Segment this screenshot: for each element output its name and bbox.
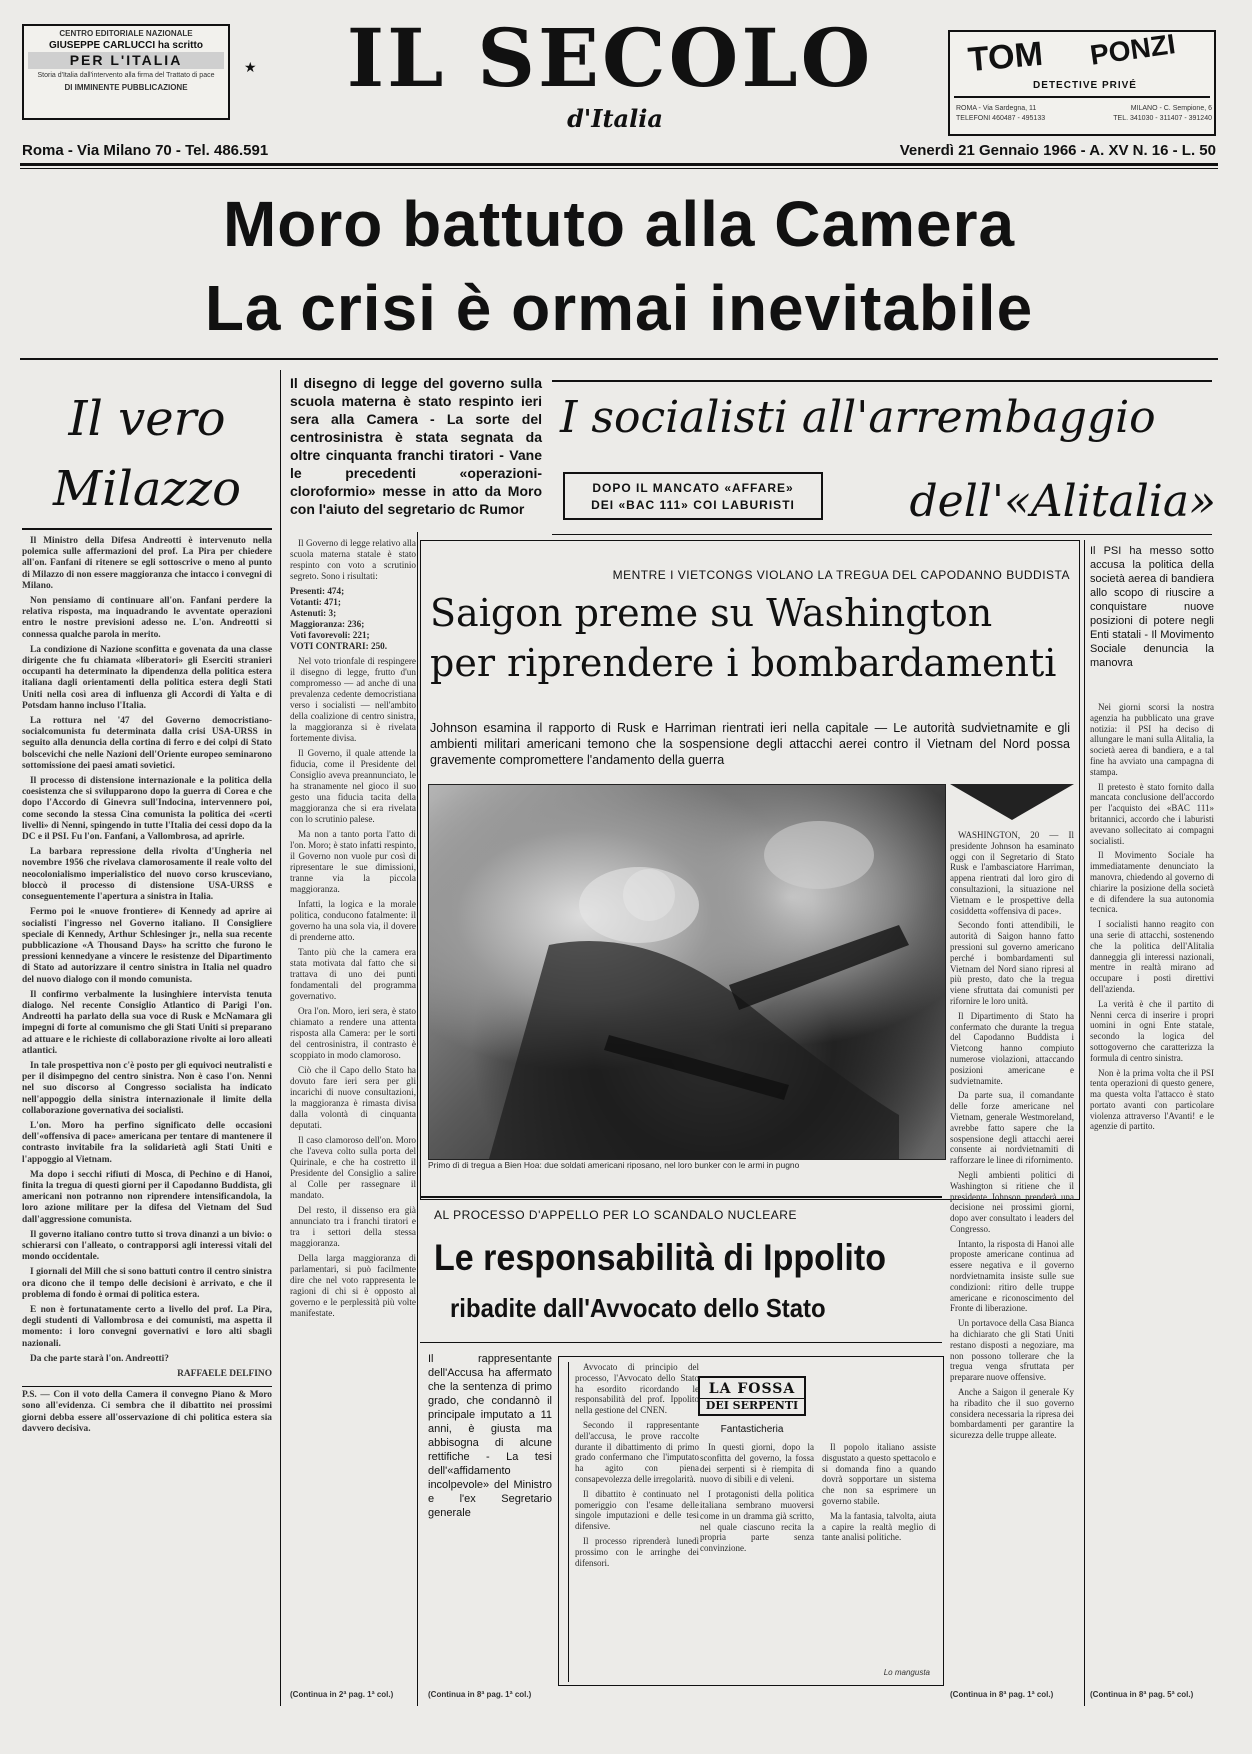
fossa-title-line1: LA FOSSA [708, 1381, 796, 1397]
government-defeat-paragraph: Della larga maggioranza di parlamentari, si può facilmente dire che nel voto rappresenta le ragioni di chi si è opposto al governo e le perplessità più volte manifestate. [290, 1253, 416, 1318]
editorial-paragraph: Ma dopo i secchi rifiuti di Mosca, di Pechino e di Hanoi, finita la tregua di questi giorni per il Capodanno Buddista, gli americani non potranno non riprendere intensificandola, la loro azione militare per la difesa del Vietnam del Sud dall'aggressione comunista. [22, 1169, 272, 1225]
fossa-title-box [698, 1376, 806, 1416]
editorial-footnote: P.S. — Con il voto della Camera il convegno Piano & Moro sono all'evidenza. Ci sembra che il dibattito nei prossimi giorni debba essere all'osservazione di chi politica estera sia davvero decisiva. [22, 1386, 272, 1435]
editorial-paragraph: Il confirmo verbalmente la lusinghiere intervista tenuta dialogo. Nel recente Consiglio Atlantico di Parigi l'on. Andreotti ha parlato della sua voce di Rusk e McNamara gli impegni di forte al comunismo che gli Stati Uniti si preparano ad attuare e le richieste di collaborazione rivolte ai loro alleati atlantici. [22, 989, 272, 1056]
government-defeat-paragraph: Del resto, il dissenso era già annunciato tra i franchi tiratori e tra i settori della stessa maggioranza. [290, 1205, 416, 1248]
ippolito-paragraph: Il dibattito è continuato nel pomeriggio con l'esame delle singole imputazioni e delle tesi difensive. [575, 1488, 699, 1532]
editorial-paragraph: E non è fortunatamente certo a livello del prof. La Pira, degli studenti di Vallombrosa e dei comunisti, ma aspetta il momento: i loro convegni governativi e loro alti sbagli nazionali. [22, 1305, 272, 1349]
saigon-title-line2: per riprendere i bombardamenti [430, 641, 1057, 685]
photo-caption: Primo dì di tregua a Bien Hoa: due soldati americani riposano, nel loro bunker con le armi in pugno [428, 1160, 800, 1170]
fossa-kicker: Fantasticheria [720, 1424, 784, 1435]
alitalia-kicker-box [563, 472, 823, 520]
detective-ad-tagline: DETECTIVE PRIVÉ [1033, 80, 1137, 91]
fossa-paragraph: In questi giorni, dopo la sconfitta del governo, la fossa dei serpenti si è riempita di nuovo di sibili e di veleni. [700, 1442, 814, 1485]
newspaper-subtitle: d'Italia [567, 104, 663, 133]
main-headline-line2: La crisi è ormai inevitabile [204, 272, 1034, 344]
vote-result: Astenuti: 3; [290, 608, 337, 618]
government-defeat-lead: Il disegno di legge del governo sulla scuola materna è stato respinto ieri sera alla Camera - La sorte del centrosinistra è stata segnata da oltre cinquanta franchi tiratori - Vane le precedenti «operazioni-cloroformio» messe in atto da Moro con l'aiuto del segretario dc Rumor [290, 375, 542, 517]
saigon-paragraph: Secondo fonti attendibili, le autorità di Saigon hanno fatto pressioni sul governo americano perché i bombardamenti sul Vietnam del Nord siano ripresi al più presto, dato che la tregua viene sfruttata dai comunisti per rifornire le loro unità. [950, 920, 1074, 1006]
vote-intro: Il Governo di legge relativo alla scuola materna statale è stato respinto con voto a scrutinio segreto. Sono i risultati: [290, 538, 416, 581]
editorial-paragraph: La barbara repressione della rivolta d'Ungheria nel novembre 1956 che rivelava clamorosamente il reale volto del neocolonialismo imperialistico del nuovo corso krusceviano, bloccò il processo di distensione USA-URSS e conseguentemente l'apertura a sinistra in Italia. [22, 847, 272, 903]
editorial-paragraph: In tale prospettiva non c'è posto per gli equivoci neutralisti e per il disimpegno del centro sinistra. Non è caso l'on. Nenni nel suo discorso al Congresso socialista ha indicato nell'appoggio della sinistra internazionale il limite della collaborazione governativa dei socialisti. [22, 1060, 272, 1116]
ippolito-paragraph: Il processo riprenderà lunedì prossimo con le arringhe dei difensori. [575, 1535, 699, 1568]
saigon-paragraph: Da parte sua, il comandante delle forze americane nel Vietnam, generale Westmoreland, avrebbe fatto sapere che la sospensione degli attacchi aerei consente ai nordvietnamiti di rafforzare le linee di rifornimento. [950, 1090, 1074, 1166]
saigon-title-line1: Saigon preme su Washington [430, 591, 993, 635]
alitalia-title-line1: I socialisti all'arrembaggio [560, 392, 1156, 443]
editorial-body [22, 536, 272, 1706]
government-defeat-body [290, 538, 416, 1678]
alitalia-paragraph: Nei giorni scorsi la nostra agenzia ha pubblicato una grave notizia: il PSI ha deciso di allungare le mani sulla Alitalia, la società aerea di bandiera, e a tal fine ha avviato una campagna di stampa. [1090, 702, 1214, 777]
government-defeat-continued: (Continua in 2ª pag. 1ª col.) [290, 1690, 394, 1699]
vote-result: Votanti: 471; [290, 597, 341, 607]
government-defeat-paragraph: Ora l'on. Moro, ieri sera, è stato chiamato a rendere una attenta risposta alla Camera: per le sorti del centrosinistra, il contrasto è scoppiato in modo clamoroso. [290, 1006, 416, 1060]
masthead-rule-bottom [20, 168, 1218, 169]
government-defeat-paragraph: Infatti, la logica e la morale politica, conducono fatalmente: il governo ha una sola via, il dovere di prenderne atto. [290, 899, 416, 942]
alitalia-paragraph: Non è la prima volta che il PSI tenta operazioni di questo genere, ma questa volta l'attacco è stato portato avanti con particolare violenza attraverso l'Avanti! e le agenzie di partito. [1090, 1067, 1214, 1132]
editorial-title-line2: Milazzo [53, 461, 241, 517]
alitalia-body [1090, 702, 1214, 1692]
government-defeat-paragraph: Ciò che il Capo dello Stato ha dovuto fare ieri sera per gli incarichi di nuove consultazioni, la maggioranza è rimasta divisa dalla volontà di cinquanta deputati. [290, 1065, 416, 1130]
alitalia-paragraph: Il Movimento Sociale ha immediatamente denunciato la manovra, chiedendo al governo di chiarire la posizione della società e di difendere la sua autonomia tecnica. [1090, 850, 1214, 915]
alitalia-kicker-line2: DEI «BAC 111» COI LABURISTI [591, 498, 795, 512]
editorial-paragraph: La condizione di Nazione sconfitta e govenata da una classe dirigente che fu chiamata «liberatori» gli Eserciti stranieri occupanti ha determinato la dipendenza della politica estera italiana dagli orientamenti della politica estera degli Stati Uniti nella così area di influenza gli Accordi di Yalta e di Potsdam hanno incluso l'Italia. [22, 644, 272, 711]
detective-ad-box [948, 30, 1216, 136]
detective-ad-milan-address: MILANO - C. Sempione, 6 TEL. 341030 - 311407 - 391240 [1113, 105, 1212, 122]
editorial-title-line1: Il vero [68, 391, 226, 447]
editorial-paragraph: L'on. Moro ha perfino significato delle occasioni dell'«offensiva di pace» americana per tentare di mantenere il contrasto invitabile fra la solidarietà agli Stati Uniti e l'appoggio al Vietnam. [22, 1120, 272, 1165]
editorial-paragraph: Non pensiamo di continuare all'on. Fanfani perdere la relativa risposta, ma inquadrando le avventate operazioni entro le nostre previsioni adesso ne. L'on. Andreotti si connessa qualche parola in merito. [22, 596, 272, 640]
alitalia-kicker-line1: DOPO IL MANCATO «AFFARE» [592, 481, 794, 495]
book-ad-note: DI IMMINENTE PUBBLICAZIONE [64, 83, 188, 92]
editorial-paragraph: Fermo poi le «nuove frontiere» di Kennedy ad aprire ai socialisti l'ingresso nel Governo italiano. Il Consigliere speciale di Kennedy, Arthur Schlesinger jr., nella sua recente pubblicazione «A Thousand Days» ha scritto che furono le pressioni kennedyane a vincere le resistenze del Dipartimento di Stato ad autorizzare il centro sinistra in Italia nel quadro del nuovo dialogo con il mondo comunista. [22, 907, 272, 985]
government-defeat-paragraph: Tanto più che la camera era stata motivata dal fatto che si trattava di uno dei punti fondamentali del programma governativo. [290, 947, 416, 1001]
saigon-paragraph: WASHINGTON, 20 — Il presidente Johnson ha esaminato oggi con il Segretario di Stato Rusk e l'ambasciatore Harriman, appena rientrati dal loro giro di consultazioni, la situazione nel Vietnam e le prospettive della cosiddetta «offensiva di pace». [950, 830, 1074, 916]
ippolito-title-line2: ribadite dall'Avvocato dello Stato [450, 1293, 826, 1323]
alitalia-paragraph: I socialisti hanno reagito con una serie di attacchi, sostenendo che la politica dell'Alitalia danneggia gli interessi nazionali, mentre in realtà mirano ad occupare i posti direttivi dell'azienda. [1090, 919, 1214, 994]
book-ad-publisher: CENTRO EDITORIALE NAZIONALE [59, 29, 193, 38]
saigon-paragraph: Anche a Saigon il generale Ky ha ribadito che il suo governo considera necessaria la ripresa dei bombardamenti per garantire la sicurezza delle truppe alleate. [950, 1387, 1074, 1441]
fossa-title-line2: DEI SERPENTI [700, 1398, 804, 1413]
saigon-continued: (Continua in 8ª pag. 1ª col.) [950, 1690, 1054, 1699]
editorial-paragraph: Il governo italiano contro tutto si trova dinanzi a un bivio: o schierarsi con l'alleato, o contrapporsi agli interessi vitali del mondo occidentale. [22, 1229, 272, 1263]
star-icon: ★ [244, 60, 257, 76]
ippolito-title-line1: Le responsabilità di Ippolito [434, 1237, 887, 1278]
editorial-paragraph: La rottura nel '47 del Governo democristiano-socialcomunista fu determinata dalla crisi USA-URSS in seguito alla denuncia della cortina di ferro e dei colpi di Stato bolscevichi che nelle Nazioni dell'Oriente europeo seminarono sottomissione dei paesi amati sovietici. [22, 716, 272, 771]
ippolito-paragraph: Avvocato di principio del processo, l'Avvocato dello Stato ha esordito ricordando le responsabilità del prof. Ippolito nella gestione del CNEN. [575, 1362, 699, 1416]
vote-result: VOTI CONTRARI: 250. [290, 641, 388, 651]
ippolito-lead: Il rappresentante dell'Accusa ha affermato che la sentenza di primo grado, che condannò il principale imputato a 11 anni, è giusta ma abbisogna di alcune rettifiche - La tesi dell'«affidamento incolpevole» del Ministro e l'ex Segretario generale [428, 1353, 552, 1519]
saigon-paragraph: Negli ambienti politici di Washington si ritiene che il presidente Johnson prenderà una decisione nei prossimi giorni, dopo aver consultato i leaders del Congresso. [950, 1169, 1074, 1234]
book-ad-description: Storia d'Italia dall'intervento alla firma del Trattato di pace [37, 72, 215, 79]
ippolito-continued: (Continua in 8ª pag. 1ª col.) [428, 1690, 532, 1699]
editorial-paragraph: Da che parte starà l'on. Andreotti? [30, 1353, 169, 1364]
headline-rule [20, 358, 1218, 360]
saigon-paragraph: Il Dipartimento di Stato ha confermato che durante la tregua del Capodanno Buddista i Vietcong hanno compiuto numerose violazioni, attaccando posizioni americane e sudvietnamite. [950, 1010, 1074, 1086]
book-ad-author: GIUSEPPE CARLUCCI ha scritto [49, 40, 203, 51]
saigon-kicker: MENTRE I VIETCONGS VIOLANO LA TREGUA DEL CAPODANNO BUDDISTA [612, 568, 1070, 582]
fossa-signature: Lo mangusta [883, 1668, 930, 1677]
government-defeat-paragraph: Il caso clamoroso dell'on. Moro che l'aveva colto sulla porta del Quirinale, e che ha costretto il Presidente del Consiglio a salire al Colle per rassegnare il mandato. [290, 1135, 416, 1200]
saigon-paragraph: Un portavoce della Casa Bianca ha dichiarato che gli Stati Uniti restano disposti a negoziare, ma non possono tollerare che la tregua venga sfruttata per preparare nuove offensive. [950, 1318, 1074, 1383]
vote-result: Voti favorevoli: 221; [290, 630, 370, 640]
alitalia-lead: Il PSI ha messo sotto accusa la politica della società aerea di bandiera allo scopo di riuscire a conquistare nuove posizioni di potere negli Enti statali - Il Movimento Sociale denuncia la manovra [1090, 545, 1214, 669]
editorial-paragraph: I giornali del Mill che si sono battuti contro il centro sinistra ora dicono che il tempo delle decisioni è arrivato, e che il problema di fondo è ormai di politica estera. [22, 1267, 272, 1300]
soldiers-photo [428, 784, 946, 1160]
fossa-paragraph: Ma la fantasia, talvolta, aiuta a capire la realtà meglio di tante analisi politiche. [822, 1510, 936, 1543]
saigon-lead: Johnson esamina il rapporto di Rusk e Harriman rientrati ieri nella capitale — Le autorità sudvietnamite e gli ambienti militari americani temono che la sospensione degli attacchi aerei contro il Vietnam del Nord possa gravemente compromettere l'andamento della guerra [430, 721, 1070, 767]
editorial-paragraph: Il processo di distensione internazionale e la politica della coesistenza che si svilupparono dopo la guerra di Corea e che dopo l'Accordo di Ginevra sull'Indocina, intervennero poi, come secondo la stessa Cina comunista la politica dei «certi livelli» di Nenni, spingendo in tutte l'Italia dei cessi dopo da la DC e il PSI. Fu l'on. Fanfani, a Vallombrosa, ad aprirle. [22, 776, 272, 843]
alitalia-paragraph: Il pretesto è stato fornito dalla mancata conclusione dell'accordo per l'acquisto dei «BAC 111» britannici, accordo che i laburisti avevano sollecitato ai compagni socialisti. [1090, 781, 1214, 846]
editorial-signature: RAFFAELE DELFINO [177, 1369, 272, 1380]
arrow-shape [950, 784, 1074, 820]
ippolito-paragraph: Secondo il rappresentante dell'accusa, le prove raccolte durante il dibattimento di primo grado confermano che l'imputato ha agito con piena consapevolezza delle irregolarità. [575, 1419, 699, 1484]
saigon-paragraph: Intanto, la risposta di Hanoi alle proposte americane continua ad essere negativa e il governo nordvietnamita insiste sulle sue condizioni: ritiro delle truppe americane e riconoscimento del Fronte di liberazione. [950, 1238, 1074, 1314]
editorial-paragraph: Il Ministro della Difesa Andreotti è intervenuto nella polemica sulle affermazioni del prof. La Pira per chiedere all'on. Fanfani di ritenere se egli sottoscrive o meno al punto di Milazzo di non essere maggioranza che intacco i convegni di Milano. [22, 536, 272, 591]
alitalia-title-line2: dell'«Alitalia» [909, 476, 1216, 527]
ippolito-kicker: AL PROCESSO D'APPELLO PER LO SCANDALO NUCLEARE [434, 1208, 797, 1222]
vote-result: Presenti: 474; [290, 586, 345, 596]
masthead-dateline: Venerdì 21 Gennaio 1966 - A. XV N. 16 - L. 50 [899, 142, 1216, 159]
fossa-body [700, 1442, 936, 1666]
newspaper-title: IL SECOLO [346, 11, 874, 105]
book-ad-title: PER L'ITALIA [28, 52, 224, 69]
vote-result: Maggioranza: 236; [290, 619, 365, 629]
government-defeat-paragraph: Ma non a tanto porta l'atto di l'on. Moro; è stato infatti respinto, il Governo non vuole pur così di ripresentare le sue dimissioni, tranne via la piccola maggioranza. [290, 829, 416, 894]
main-headline-line1: Moro battuto alla Camera [222, 188, 1016, 260]
fossa-paragraph: I protagonisti della politica italiana sembrano muoversi come in un dramma già scritto, nel quale ciascuno recita la propria parte senza convinzione. [700, 1489, 814, 1554]
government-defeat-paragraph: Il Governo, il quale attende la fiducia, come il Presidente del Consiglio aveva preannunciato, le ha stranamente nel gioco il suo gesto una fiducia tacita della maggioranza che si era rivelata con lo scrutinio palese. [290, 748, 416, 824]
saigon-body [950, 830, 1074, 1684]
detective-ad-rome-address: ROMA - Via Sardegna, 11 TELEFONI 460487 - 495133 [956, 105, 1046, 122]
masthead-address: Roma - Via Milano 70 - Tel. 486.591 [22, 142, 269, 159]
book-ad-box [22, 24, 230, 120]
masthead-rule-top [20, 163, 1218, 166]
fossa-paragraph: Il popolo italiano assiste disgustato a questo spettacolo e si domanda fino a quando dovrà sopportare un sistema che non sa esprimere un governo stabile. [822, 1442, 936, 1506]
government-defeat-paragraph: Nel voto trionfale di respingere il disegno di legge, frutto d'un compromesso — ad anche di una prevalenza cedente democristiana verso i socialisti — nell'ambito della coalizione di centro sinistra, la maggioranza si è rivelata fortemente divisa. [290, 656, 416, 743]
detective-ad-name-first: TOM [966, 34, 1045, 80]
alitalia-continued: (Continua in 8ª pag. 5ª col.) [1090, 1690, 1194, 1699]
detective-ad-name-last: PONZI [1088, 28, 1178, 71]
alitalia-paragraph: La verità è che il partito di Nenni cerca di inserire i propri uomini in ogni Ente statale, secondo la logica del sottogoverno che caratterizza la formula di centro sinistra. [1090, 998, 1214, 1063]
